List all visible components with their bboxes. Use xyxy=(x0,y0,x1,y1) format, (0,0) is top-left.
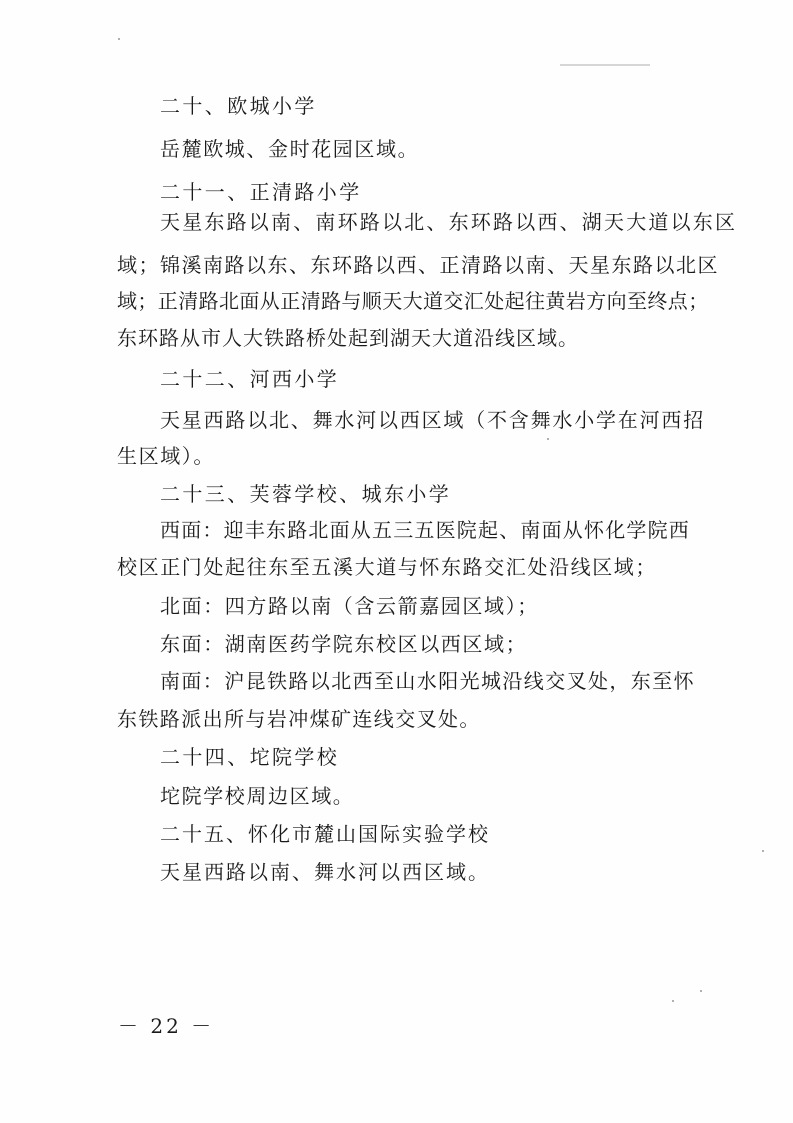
zone-text: 域；锦溪南路以东、东环路以西、正清路以南、天星东路以北区 xyxy=(117,253,719,277)
heading-ou-cheng-school: 二十、欧城小学 xyxy=(160,94,317,118)
zone-text: 岳麓欧城、金时花园区域。 xyxy=(160,137,420,161)
scan-speck xyxy=(672,1000,674,1002)
scan-mark xyxy=(560,64,650,66)
zone-text: 东环路从市人大铁路桥处起到湖天大道沿线区域。 xyxy=(117,326,579,350)
zone-text: 东铁路派出所与岩冲煤矿连线交叉处。 xyxy=(117,707,481,731)
scan-speck xyxy=(547,438,549,440)
zone-text: 南面：沪昆铁路以北西至山水阳光城沿线交叉处，东至怀 xyxy=(160,669,695,693)
heading-lushan-international-school: 二十五、怀化市麓山国际实验学校 xyxy=(160,822,490,846)
page-number: － 22 － xyxy=(118,1014,215,1038)
zone-text: 东面：湖南医药学院东校区以西区域； xyxy=(160,632,528,656)
scan-speck xyxy=(118,38,120,40)
heading-zhengqing-road-school: 二十一、正清路小学 xyxy=(160,180,362,204)
scan-speck xyxy=(762,850,764,852)
zone-text: 生区域）。 xyxy=(117,444,215,468)
zone-text: 天星西路以北、舞水河以西区域（不含舞水小学在河西招 xyxy=(160,408,705,432)
heading-hexi-school: 二十二、河西小学 xyxy=(160,367,340,391)
zone-text: 北面：四方路以南（含云箭嘉园区域）； xyxy=(160,594,539,618)
zone-text: 西面：迎丰东路北面从五三五医院起、南面从怀化学院西 xyxy=(160,518,690,542)
heading-furong-chengdong-school: 二十三、芙蓉学校、城东小学 xyxy=(160,482,452,506)
zone-text: 坨院学校周边区域。 xyxy=(160,784,355,808)
zone-text: 域；正清路北面从正清路与顺天大道交汇处起往黄岩方向至终点； xyxy=(117,289,709,313)
zone-text: 天星西路以南、舞水河以西区域。 xyxy=(160,860,490,884)
heading-tuoyuan-school: 二十四、坨院学校 xyxy=(160,745,340,769)
zone-text: 校区正门处起往东至五溪大道与怀东路交汇处沿线区域； xyxy=(117,555,657,579)
scan-speck xyxy=(700,990,702,992)
zone-text: 天星东路以南、南环路以北、东环路以西、湖天大道以东区 xyxy=(160,210,738,234)
